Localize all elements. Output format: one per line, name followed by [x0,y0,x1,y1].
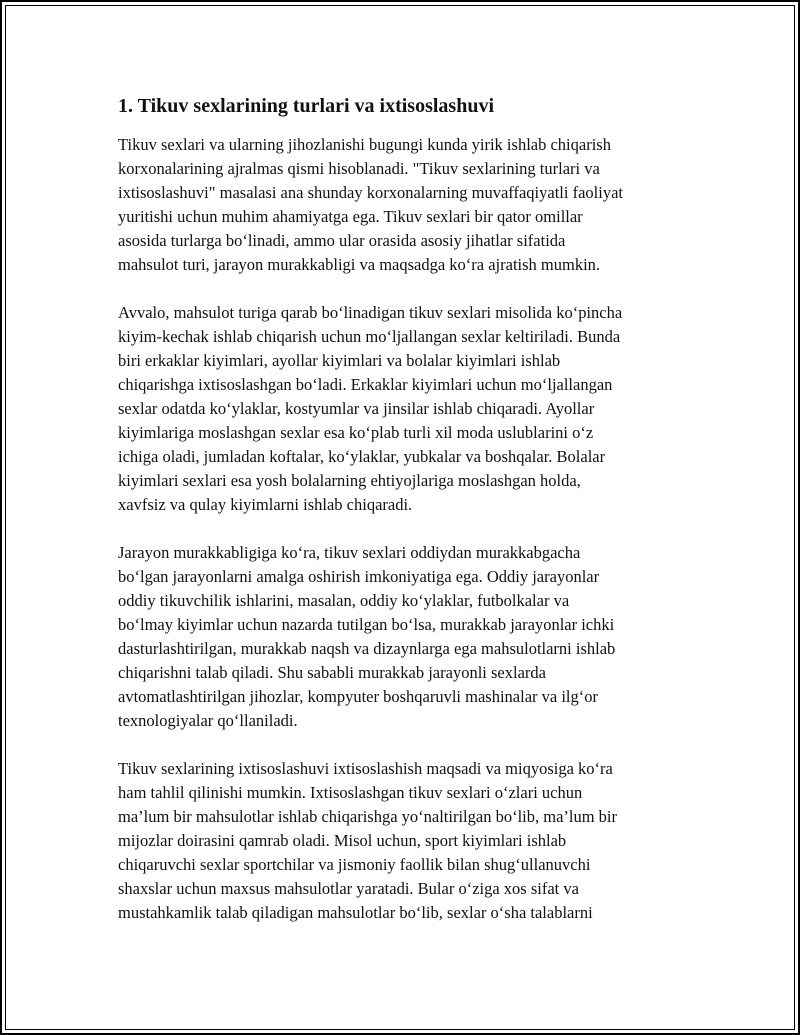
text-line: oddiy tikuvchilik ishlarini, masalan, oddiy ko‘ylaklar, futbolkalar va [118,591,570,610]
text-line: kiyim-kechak ishlab chiqarish uchun mo‘ljallangan sexlar keltiriladi. Bunda [118,327,621,346]
text-line: bo‘lgan jarayonlarni amalga oshirish imkoniyatiga ega. Oddiy jarayonlar [118,567,600,586]
text-line: sexlar odatda ko‘ylaklar, kostyumlar va jinsilar ishlab chiqaradi. Ayollar [118,399,595,418]
text-line: Tikuv sexlari va ularning jihozlanishi bugungi kunda yirik ishlab chiqarish [118,135,611,154]
text-line: ma’lum bir mahsulotlar ishlab chiqarishga yo‘naltirilgan bo‘lib, ma’lum bir [118,807,618,826]
paragraph-specialization [118,757,690,925]
text-line: korxonalarining ajralmas qismi hisoblanadi. "Tikuv sexlarining turlari va [118,159,600,178]
text-line: xavfsiz va qulay kiyimlarni ishlab chiqaradi. [118,495,413,514]
text-line: Jarayon murakkabligiga ko‘ra, tikuv sexlari oddiydan murakkabgacha [118,543,581,562]
text-line: chiqarishni talab qiladi. Shu sababli murakkab jarayonli sexlarda [118,663,546,682]
text-line: biri erkaklar kiyimlari, ayollar kiyimlari va bolalar kiyimlari ishlab [118,351,561,370]
document-page [118,92,690,949]
text-line: kiyimlari sexlari esa yosh bolalarning ehtiyojlariga moslashgan holda, [118,471,581,490]
text-line: texnologiyalar qo‘llaniladi. [118,711,298,730]
section-heading: 1. Tikuv sexlarining turlari va ixtisoslashuvi [118,95,495,117]
text-line: dasturlashtirilgan, murakkab naqsh va dizaynlarga ega mahsulotlarni ishlab [118,639,616,658]
text-line: Tikuv sexlarining ixtisoslashuvi ixtisoslashish maqsadi va miqyosiga ko‘ra [118,759,613,778]
text-line: bo‘lmay kiyimlar uchun nazarda tutilgan bo‘lsa, murakkab jarayonlar ichki [118,615,615,634]
text-line: kiyimlariga moslashgan sexlar esa ko‘plab turli xil moda uslublarini o‘z [118,423,594,442]
text-line: ham tahlil qilinishi mumkin. Ixtisoslashgan tikuv sexlari o‘zlari uchun [118,783,583,802]
text-line: asosida turlarga bo‘linadi, ammo ular orasida asosiy jihatlar sifatida [118,231,566,250]
text-line: mijozlar doirasini qamrab oladi. Misol uchun, sport kiyimlari ishlab [118,831,567,850]
paragraph-process-complexity [118,541,690,733]
text-line: mustahkamlik talab qiladigan mahsulotlar bo‘lib, sexlar o‘sha talablarni [118,903,593,922]
text-line: yuritishi uchun muhim ahamiyatga ega. Tikuv sexlari bir qator omillar [118,207,583,226]
text-line: ichiga oladi, jumladan koftalar, ko‘ylaklar, yubkalar va boshqalar. Bolalar [118,447,606,466]
paragraph-intro [118,133,690,277]
text-line: ixtisoslashuvi" masalasi ana shunday korxonalarning muvaffaqiyatli faoliyat [118,183,623,202]
text-line: Avvalo, mahsulot turiga qarab bo‘linadigan tikuv sexlari misolida ko‘pincha [118,303,623,322]
text-line: chiqarishga ixtisoslashgan bo‘ladi. Erkaklar kiyimlari uchun mo‘ljallangan [118,375,613,394]
text-line: chiqaruvchi sexlar sportchilar va jismoniy faollik bilan shug‘ullanuvchi [118,855,591,874]
text-line: mahsulot turi, jarayon murakkabligi va maqsadga ko‘ra ajratish mumkin. [118,255,601,274]
paragraph-product-type [118,301,690,517]
text-line: shaxslar uchun maxsus mahsulotlar yaratadi. Bular o‘ziga xos sifat va [118,879,579,898]
text-line: avtomatlashtirilgan jihozlar, kompyuter boshqaruvli mashinalar va ilg‘or [118,687,599,706]
